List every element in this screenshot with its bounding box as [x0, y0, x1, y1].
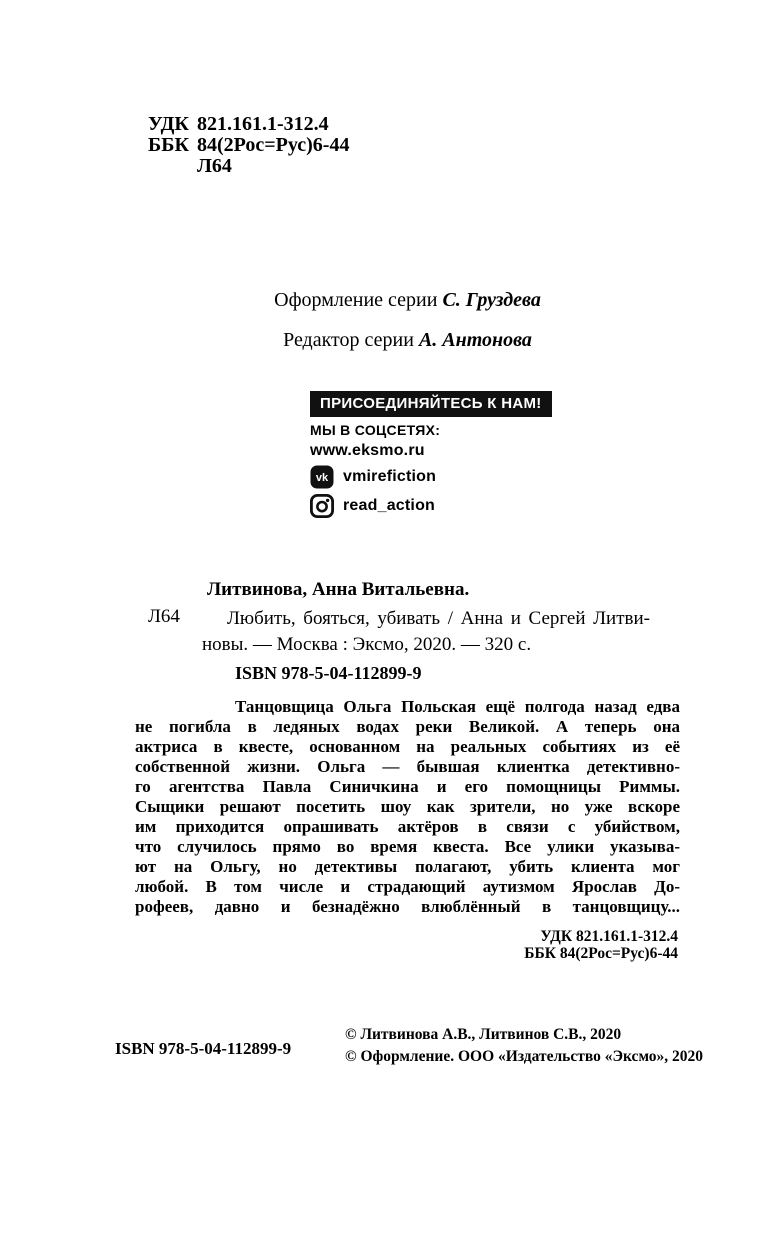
catalog-isbn: ISBN 978-5-04-112899-9 — [235, 663, 422, 683]
cataloguing-codes-top — [148, 114, 349, 177]
annotation-line: рофеев, давно и безнадёжно влюблённый в танцовщицу... — [135, 897, 680, 916]
annotation-line: любой. В том числе и страдающий аутизмом Ярослав До- — [135, 877, 680, 896]
annotation-line: им приходится опрашивать актёров в связи с убийством, — [135, 817, 680, 836]
annotation-line: что случилось прямо во время квеста. Все улики указыва- — [135, 837, 680, 856]
catalog-title — [202, 606, 650, 658]
annotation-line: актриса в квесте, основанном на реальных событиях из её — [135, 737, 680, 756]
copyright-publisher: © Оформление. ООО «Издательство «Эксмо», 2020 — [345, 1048, 704, 1065]
udk-line — [148, 114, 349, 135]
annotation-line: не погибла в ледяных водах реки Великой. А теперь она — [135, 717, 680, 736]
catalog-title-line1: Любить, бояться, убивать / Анна и Сергей Литви- — [227, 608, 650, 629]
copyright-block — [345, 1024, 703, 1068]
series-editor-line — [135, 329, 680, 352]
bbk-label: ББК — [148, 134, 189, 156]
vk-handle: vmirefiction — [343, 468, 437, 485]
footer-isbn: ISBN 978-5-04-112899-9 — [115, 1039, 292, 1058]
author-code-line — [148, 156, 349, 177]
udk-label: УДК — [148, 113, 189, 135]
annotation-line: Танцовщица Ольга Польская ещё полгода назад едва — [235, 697, 680, 716]
publisher-website: www.eksmo.ru — [310, 442, 425, 459]
annotation — [135, 697, 680, 917]
series-designer-prefix: Оформление серии — [274, 289, 443, 311]
vk-row — [310, 465, 552, 489]
annotation-line: собственной жизни. Ольга — бывшая клиентка детективно- — [135, 757, 680, 776]
catalog-title-line2: новы. — Москва : Эксмо, 2020. — 320 с. — [202, 634, 532, 655]
social-subtitle: МЫ В СОЦСЕТЯХ: — [310, 422, 441, 438]
series-credits — [135, 289, 680, 352]
bbk-footer-line: ББК 84(2Рос=Рус)6-44 — [524, 945, 678, 962]
instagram-row — [310, 494, 552, 518]
catalog-code: Л64 — [148, 606, 180, 627]
annotation-line: го агентства Павла Синичкина и его помощницы Риммы. — [135, 777, 680, 796]
join-us-banner: ПРИСОЕДИНЯЙТЕСЬ К НАМ! — [310, 391, 552, 417]
catalog-author: Литвинова, Анна Витальевна. — [207, 579, 470, 600]
author-code: Л64 — [197, 155, 232, 177]
udk-value: 821.161.1-312.4 — [197, 113, 329, 135]
annotation-line: ют на Ольгу, но детективы полагают, убить клиента мог — [135, 857, 680, 876]
series-editor-name: А. Антонова — [418, 329, 532, 351]
copyright-authors: © Литвинова А.В., Литвинов С.В., 2020 — [345, 1026, 622, 1043]
annotation-line: Сыщики решают посетить шоу как зрители, но уже вскоре — [135, 797, 680, 816]
bbk-value: 84(2Рос=Рус)6-44 — [197, 134, 350, 156]
instagram-icon — [310, 494, 334, 518]
cataloguing-codes-bottom — [524, 928, 678, 962]
social-media-block — [310, 391, 552, 518]
series-designer-line — [135, 289, 680, 312]
instagram-handle: read_action — [343, 497, 436, 514]
series-designer-name: С. Груздева — [442, 289, 541, 311]
series-editor-prefix: Редактор серии — [283, 329, 419, 351]
udk-footer-line: УДК 821.161.1-312.4 — [540, 928, 678, 945]
vk-icon — [310, 465, 334, 489]
svg-text:vk: vk — [315, 472, 329, 485]
bbk-line — [148, 135, 349, 156]
